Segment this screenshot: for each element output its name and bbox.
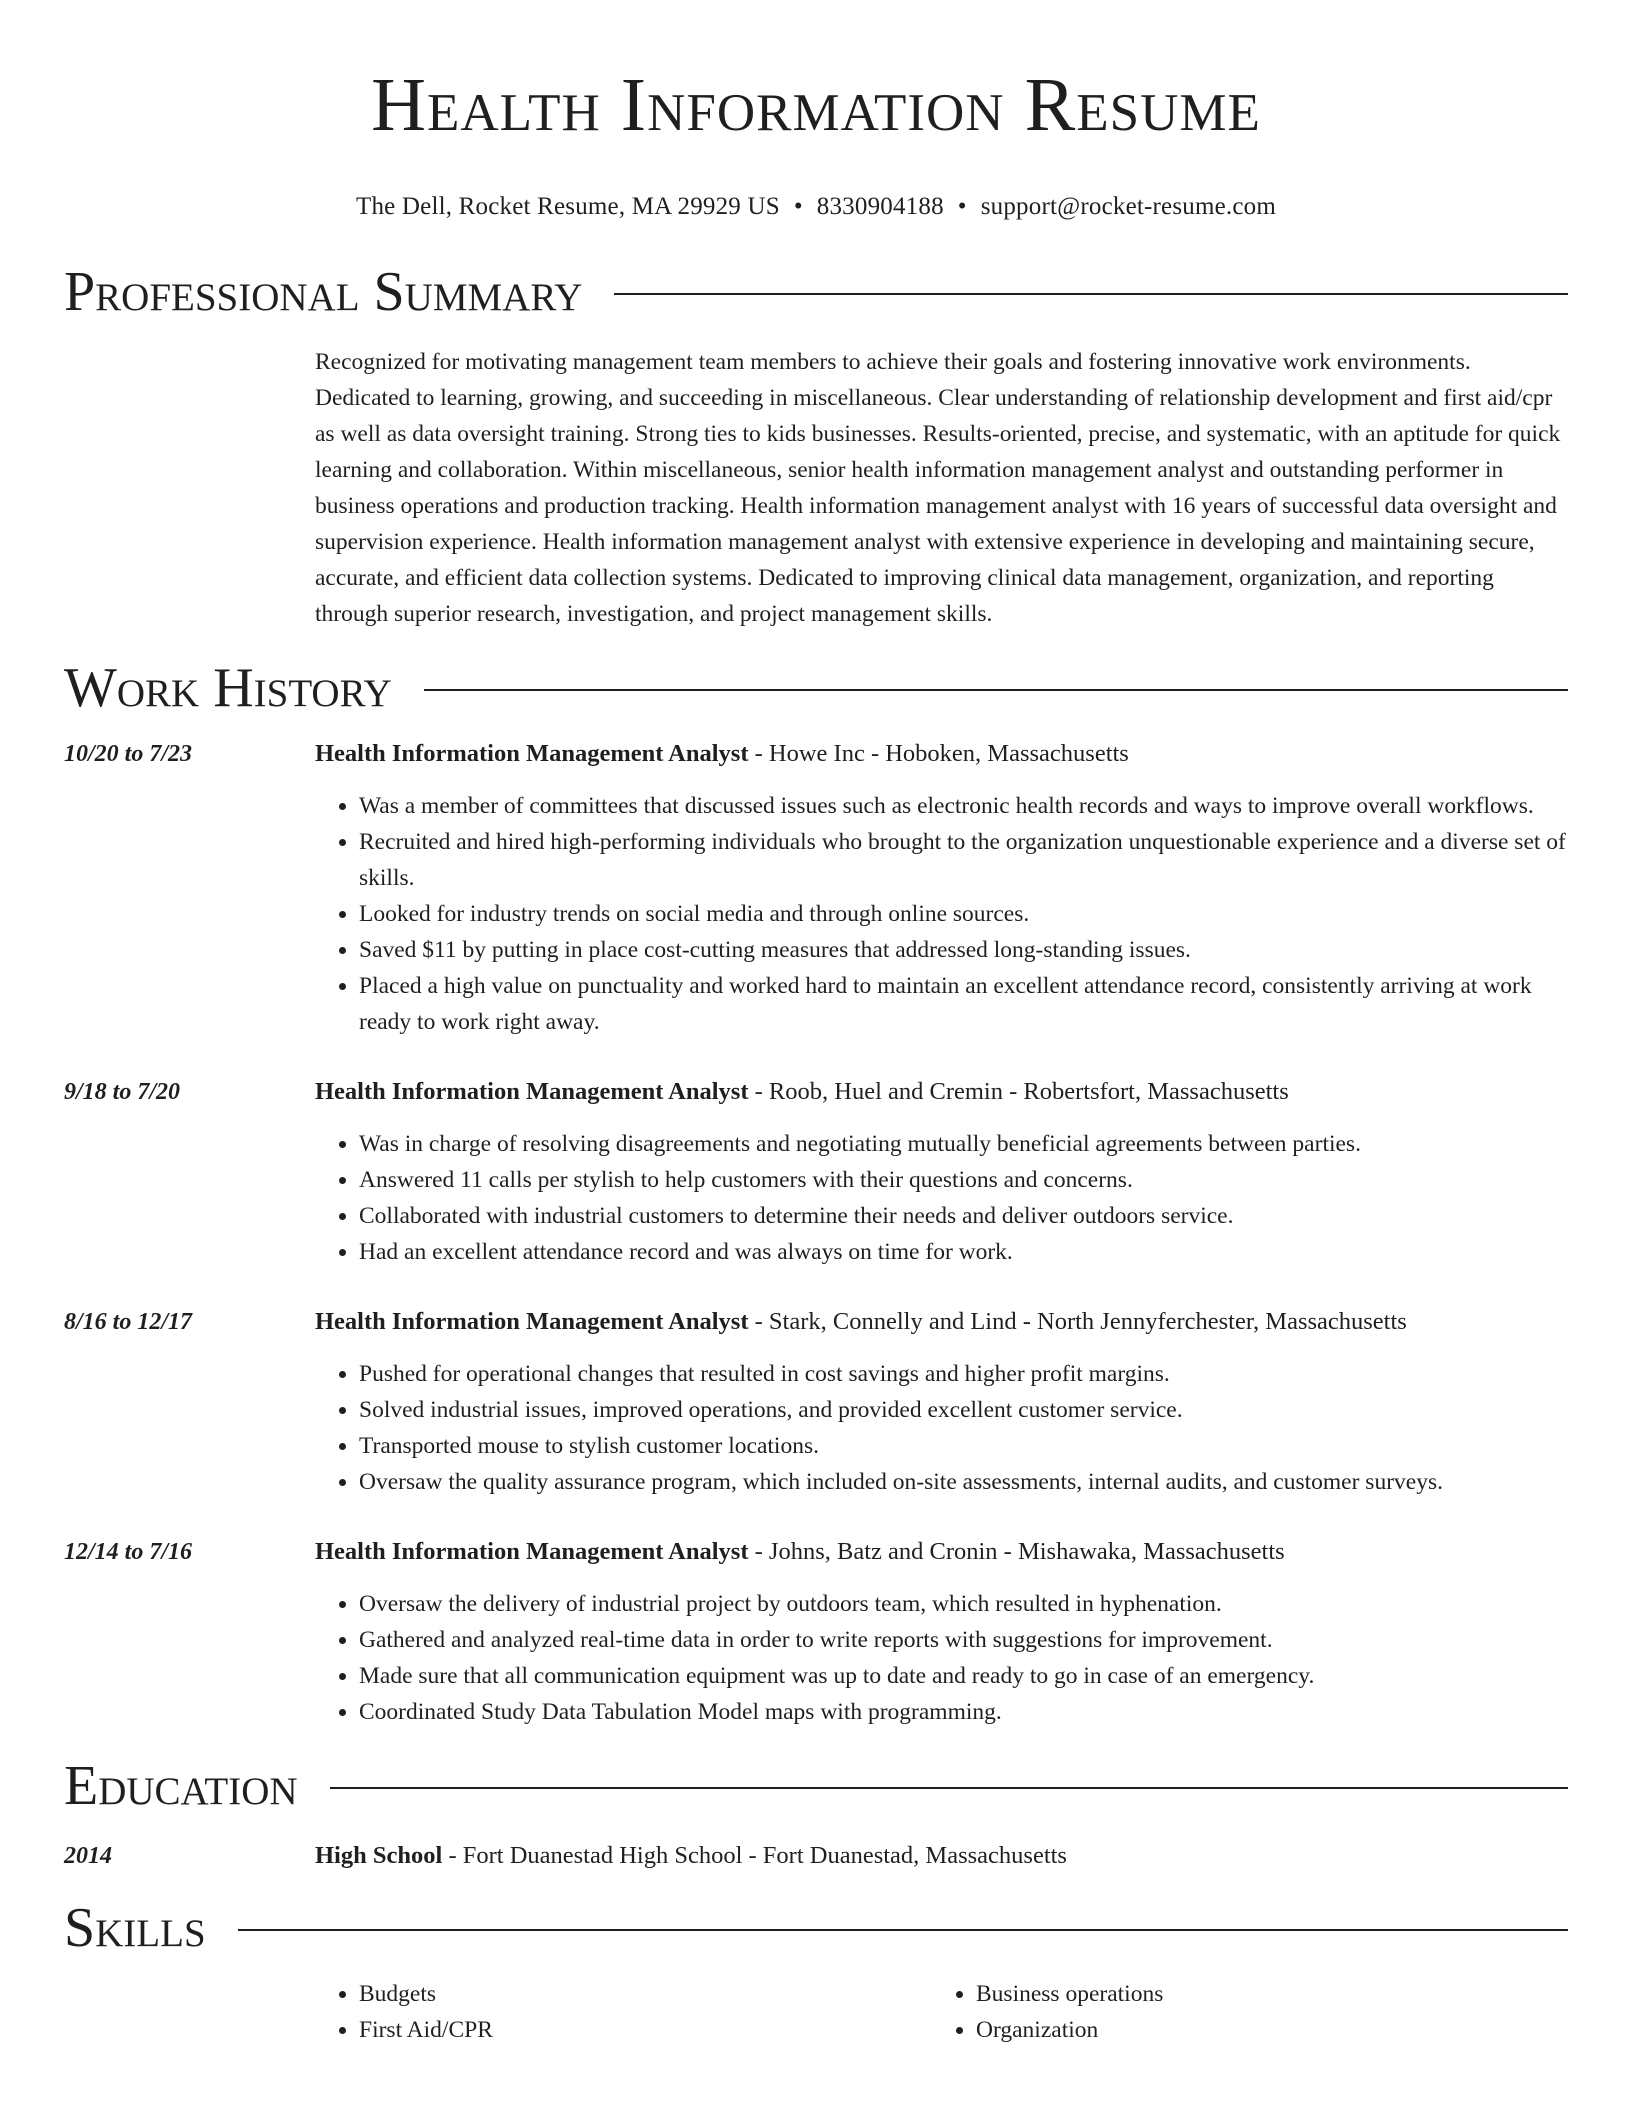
list-item: • Looked for industry trends on social media and through online sources.	[359, 896, 1568, 932]
education-section-header	[64, 1756, 1568, 1816]
job-role: Health Information Management Analyst	[315, 1308, 749, 1335]
summary-section-header	[64, 262, 1568, 322]
education-entry	[64, 1838, 1568, 1874]
list-item: • Oversaw the delivery of industrial project by outdoors team, which resulted in hyphenation.	[359, 1586, 1568, 1622]
job-heading	[315, 1304, 1568, 1340]
job-employer: - Johns, Batz and Cronin - Mishawaka, Massachusetts	[748, 1538, 1285, 1565]
job-bullets	[315, 1586, 1568, 1730]
resume-header	[64, 0, 1568, 222]
job-body	[315, 1304, 1568, 1500]
job-entry	[64, 1534, 1568, 1730]
education-school: - Fort Duanestad High School - Fort Duanestad, Massachusetts	[442, 1842, 1067, 1869]
skills-list	[315, 1976, 1568, 2048]
education-degree: High School	[315, 1842, 443, 1869]
skill-item: • First Aid/CPR	[359, 2012, 932, 2048]
job-heading	[315, 1534, 1568, 1570]
list-item: • Oversaw the quality assurance program, which included on-site assessments, internal audits, and customer surveys.	[359, 1464, 1568, 1500]
job-body	[315, 1074, 1568, 1270]
contact-phone: 8330904188	[816, 193, 944, 220]
work-section-header	[64, 658, 1568, 718]
list-item: • Collaborated with industrial customers to determine their needs and deliver outdoors service.	[359, 1198, 1568, 1234]
job-employer: - Stark, Connelly and Lind - North Jennyferchester, Massachusetts	[748, 1308, 1407, 1335]
job-role: Health Information Management Analyst	[315, 1538, 749, 1565]
job-bullets	[315, 1126, 1568, 1270]
list-item: • Made sure that all communication equipment was up to date and ready to go in case of an emergency.	[359, 1658, 1568, 1694]
job-bullets	[315, 1356, 1568, 1500]
section-divider	[424, 689, 1568, 691]
resume-title: Health Information Resume	[371, 63, 1261, 147]
list-item: • Coordinated Study Data Tabulation Model maps with programming.	[359, 1694, 1568, 1730]
list-item: • Recruited and hired high-performing individuals who brought to the organization unquestionable experience and a diverse set of skills.	[359, 824, 1568, 896]
contact-address: The Dell, Rocket Resume, MA 29929 US	[355, 193, 780, 220]
section-title-education: Education	[64, 1755, 298, 1817]
section-title-work: Work History	[64, 657, 392, 719]
skills-column-left	[315, 1976, 932, 2048]
job-bullets	[315, 788, 1568, 1040]
summary-text: Recognized for motivating management team members to achieve their goals and fostering innovative work environments. Dedicated to learning, growing, and succeeding in miscellaneous. Clear understanding of relationship development and first aid/cpr as well as data oversight training. Strong ties to kids businesses. Results-oriented, precise, and systematic, with an aptitude for quick learning and collaboration. Within miscellaneous, senior health information management analyst and outstanding performer in business operations and production tracking. Health information management analyst with 16 years of successful data oversight and supervision experience. Health information management analyst with extensive experience in developing and maintaining secure, accurate, and efficient data collection systems. Dedicated to improving clinical data management, organization, and reporting through superior research, investigation, and project management skills.	[315, 349, 1561, 627]
skill-item: • Business operations	[976, 1976, 1549, 2012]
education-year: 2014	[64, 1843, 112, 1869]
job-heading	[315, 736, 1568, 772]
job-body	[315, 1534, 1568, 1730]
skill-item: • Budgets	[359, 1976, 932, 2012]
skill-item: • Organization	[976, 2012, 1549, 2048]
job-employer: - Howe Inc - Hoboken, Massachusetts	[748, 740, 1129, 767]
section-divider	[614, 293, 1568, 295]
section-title-skills: Skills	[64, 1897, 206, 1959]
job-entry	[64, 1304, 1568, 1500]
list-item: • Saved $11 by putting in place cost-cutting measures that addressed long-standing issues.	[359, 932, 1568, 968]
education-body	[315, 1838, 1568, 1874]
job-role: Health Information Management Analyst	[315, 1078, 749, 1105]
list-item: • Was in charge of resolving disagreements and negotiating mutually beneficial agreements between parties.	[359, 1126, 1568, 1162]
list-item: • Was a member of committees that discussed issues such as electronic health records and ways to improve overall workflows.	[359, 788, 1568, 824]
job-dates: 8/16 to 12/17	[64, 1309, 193, 1335]
education-heading	[315, 1838, 1568, 1874]
job-body	[315, 736, 1568, 1040]
list-item: • Had an excellent attendance record and was always on time for work.	[359, 1234, 1568, 1270]
job-dates: 12/14 to 7/16	[64, 1539, 193, 1565]
section-divider	[238, 1929, 1568, 1931]
job-heading	[315, 1074, 1568, 1110]
list-item: • Transported mouse to stylish customer locations.	[359, 1428, 1568, 1464]
job-employer: - Roob, Huel and Cremin - Robertsfort, Massachusetts	[748, 1078, 1289, 1105]
job-entry	[64, 1074, 1568, 1270]
list-item: • Answered 11 calls per stylish to help customers with their questions and concerns.	[359, 1162, 1568, 1198]
contact-separator: •	[957, 193, 967, 220]
contact-line	[64, 192, 1568, 222]
job-entry	[64, 736, 1568, 1040]
job-dates: 10/20 to 7/23	[64, 741, 193, 767]
section-title-summary: Professional Summary	[64, 261, 583, 323]
section-divider	[330, 1787, 1568, 1789]
list-item: • Solved industrial issues, improved operations, and provided excellent customer service.	[359, 1392, 1568, 1428]
job-role: Health Information Management Analyst	[315, 740, 749, 767]
list-item: • Pushed for operational changes that resulted in cost savings and higher profit margins.	[359, 1356, 1568, 1392]
skills-column-right	[932, 1976, 1549, 2048]
job-dates: 9/18 to 7/20	[64, 1079, 181, 1105]
contact-email: support@rocket-resume.com	[980, 193, 1277, 220]
list-item: • Placed a high value on punctuality and worked hard to maintain an excellent attendance record, consistently arriving at work ready to work right away.	[359, 968, 1568, 1040]
contact-separator: •	[793, 193, 803, 220]
list-item: • Gathered and analyzed real-time data in order to write reports with suggestions for improvement.	[359, 1622, 1568, 1658]
skills-section-header	[64, 1898, 1568, 1958]
